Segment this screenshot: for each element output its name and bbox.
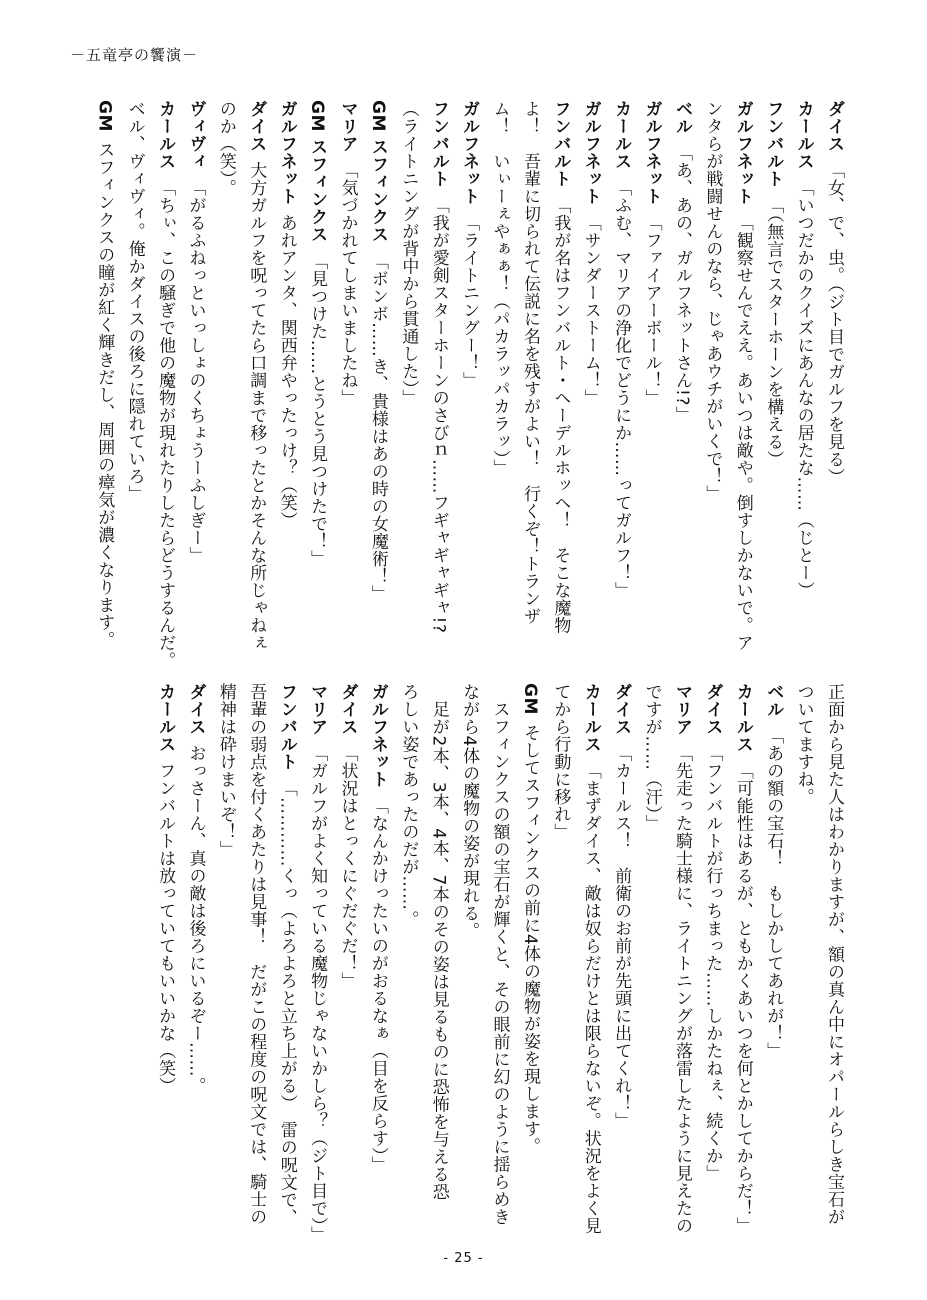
dialogue-line <box>727 100 757 660</box>
speaker-name: ガルフネット <box>641 100 662 205</box>
dialogue-text: 「見つけた……とうとう見つけたで！」 <box>307 252 328 568</box>
dialogue-text: 「我が名はフンバルト・ヘーデルホッヘ！ そこな魔物 <box>550 196 571 634</box>
dialogue-text: 「女、で、虫。（ジト目でガルフを見る） <box>824 161 844 486</box>
speaker-name: フンバルト <box>763 100 784 188</box>
dialogue-text: 「可能性はあるが、ともかくあいつを何とかしてからだ！」 <box>732 762 753 1235</box>
speaker-name: GM スフィンクス <box>307 100 328 244</box>
dialogue-text: のか（笑）。 <box>215 100 236 197</box>
dialogue-text: 「ちぃ、この騒ぎで他の魔物が現れたりしたらどうするんだ。 <box>155 179 176 669</box>
dialogue-text: そしてスフィンクスの前に4体の魔物が姿を現します。 <box>519 723 540 1156</box>
dialogue-text: 「サンダーストーム！」 <box>580 214 601 407</box>
dialogue-text: ベル、ヴィヴィ。俺かダイスの後ろに隠れていろ」 <box>124 100 145 503</box>
dialogue-text: ろしい姿であったのだが……。 <box>398 683 419 928</box>
dialogue-line <box>758 683 788 1243</box>
dialogue-line <box>393 100 423 660</box>
dialogue-text: ですが……（汗）」 <box>641 683 662 832</box>
dialogue-text: 「気づかれてしまいましたね」 <box>337 161 358 407</box>
dialogue-line <box>667 683 697 1243</box>
dialogue-line <box>788 100 818 660</box>
speaker-name: ダイス <box>702 683 723 736</box>
dialogue-text: ながら4体の魔物の姿が現れる。 <box>459 683 480 940</box>
dialogue-line <box>241 683 271 1243</box>
dialogue-line <box>636 683 666 1243</box>
speaker-name: GM スフィンクス <box>367 100 388 244</box>
dialogue-text: ンタらが戦闘せんのなら、じゃあウチがいくで！」 <box>702 100 723 503</box>
speaker-name: フンバルト <box>276 683 297 771</box>
dialogue-text: あれアンタ、関西弁やったっけ？（笑） <box>276 214 297 529</box>
dialogue-line <box>819 100 849 660</box>
dialogue-line <box>363 100 393 660</box>
dialogue-text: 「状況はとっくにぐだぐだ！」 <box>337 744 358 990</box>
dialogue-text: 「ライトニングー！」 <box>459 214 480 389</box>
speaker-name: ダイス <box>824 100 844 153</box>
speaker-name: カールス <box>611 100 632 170</box>
dialogue-text: 「我が愛剣スターホーンのさびｎ……フギャギャギャ!? <box>428 196 449 634</box>
speaker-name: GM <box>94 100 115 132</box>
dialogue-line <box>271 100 301 660</box>
dialogue-line <box>302 100 332 660</box>
dialogue-line <box>89 100 119 660</box>
dialogue-text: 「フンバルトが行っちまった……しかたねぇ、続くか」 <box>702 744 723 1182</box>
speaker-name: ガルフネット <box>732 100 753 205</box>
dialogue-line <box>393 683 423 1243</box>
speaker-name: ダイス <box>611 683 632 736</box>
dialogue-line <box>180 683 210 1243</box>
dialogue-text: 「ふむ、マリアの浄化でどうにか……ってガルフ！」 <box>611 179 632 599</box>
dialogue-line <box>667 100 697 660</box>
dialogue-text: 「…………くっ（よろよろと立ち上がる） 雷の呪文で、 <box>276 779 297 1226</box>
dialogue-text: 「ファイアーボール！」 <box>641 214 662 407</box>
dialogue-text: （ライトニングが背中から貫通した）」 <box>398 100 419 407</box>
speaker-name: ガルフネット <box>459 100 480 205</box>
dialogue-line <box>454 683 484 1243</box>
dialogue-text: 「あの額の宝石！ もしかしてあれが！」 <box>763 727 784 1060</box>
speaker-name: カールス <box>155 100 176 170</box>
dialogue-line <box>484 100 514 660</box>
dialogue-text: 「なんかけったいのがおるなぁ（目を反らす）」 <box>367 797 388 1174</box>
dialogue-line <box>697 683 727 1243</box>
dialogue-text: 「観察せんでええ。あいつは敵や。倒すしかないで。ア <box>732 214 753 652</box>
dialogue-text: 「いつだかのクイズにあんなの居たな……（じとー） <box>793 179 814 599</box>
dialogue-text: 「まずダイス、敵は奴らだけとは限らないぞ。状況をよく見 <box>580 762 601 1235</box>
top-text-block <box>89 100 849 669</box>
dialogue-line <box>515 100 545 660</box>
dialogue-text: ム！ いぃーぇやぁぁ！（パカラッパカラッ）」 <box>489 100 510 477</box>
dialogue-line <box>697 100 727 660</box>
dialogue-line <box>210 683 240 1243</box>
dialogue-line <box>210 100 240 660</box>
dialogue-line <box>788 683 818 1243</box>
speaker-name: フンバルト <box>428 100 449 188</box>
speaker-name: マリア <box>307 683 328 736</box>
speaker-name: マリア <box>671 683 692 736</box>
dialogue-line <box>302 683 332 1243</box>
dialogue-line <box>363 683 393 1243</box>
dialogue-line <box>606 100 636 660</box>
dialogue-line <box>332 100 362 660</box>
speaker-name: カールス <box>155 683 176 753</box>
dialogue-line <box>484 683 514 1243</box>
speaker-name: ダイス <box>337 683 358 736</box>
speaker-name: ベル <box>763 683 784 718</box>
dialogue-text: よ！ 吾輩に切られて伝説に名を残すがよい！ 行くぞ！トランザ <box>519 100 540 625</box>
dialogue-line <box>423 683 453 1243</box>
dialogue-line <box>150 683 180 1243</box>
dialogue-line <box>575 100 605 660</box>
dialogue-line <box>241 100 271 660</box>
dialogue-line <box>119 100 149 660</box>
dialogue-line <box>454 100 484 660</box>
dialogue-text: 足が2本、3本、4本、7本のその姿は見るものに恐怖を与える恐 <box>428 683 449 1201</box>
dialogue-text: 「ガルフがよく知っている魔物じゃないかしら？（ジト目で）」 <box>307 744 328 1244</box>
dialogue-text: 「（無言でスターホーンを構える） <box>763 196 784 468</box>
dialogue-text: スフィンクスの額の宝石が輝くと、その眼前に幻のように揺らめき <box>489 683 510 1226</box>
dialogue-line <box>150 100 180 669</box>
speaker-name: カールス <box>580 683 601 753</box>
dialogue-text: スフィンクスの瞳が紅く輝きだし、周囲の瘴気が濃くなります。 <box>94 140 115 649</box>
speaker-name: ガルフネット <box>580 100 601 205</box>
speaker-name: マリア <box>337 100 358 153</box>
dialogue-text: 「カールス！ 前衛のお前が先頭に出てくれ！」 <box>611 744 632 1130</box>
speaker-name: フンバルト <box>550 100 571 188</box>
dialogue-text: 正面から見た人はわかりますが、額の真ん中にオパールらしき宝石が <box>824 683 844 1226</box>
dialogue-line <box>819 683 849 1243</box>
dialogue-line <box>332 683 362 1243</box>
page-number: - 25 - <box>443 1251 484 1266</box>
dialogue-line <box>180 100 210 660</box>
dialogue-line <box>575 683 605 1243</box>
dialogue-text: 「先走った騎士様に、ライトニングが落雷したように見えたの <box>671 744 692 1235</box>
dialogue-text: 「ボンボ……き、貴様はあの時の女魔術！」 <box>367 252 388 603</box>
dialogue-line <box>636 100 666 660</box>
dialogue-line <box>515 683 545 1243</box>
speaker-name: GM <box>519 683 540 715</box>
speaker-name: カールス <box>732 683 753 753</box>
speaker-name: ダイス <box>246 100 267 153</box>
speaker-name: ガルフネット <box>367 683 388 788</box>
dialogue-line <box>758 100 788 660</box>
dialogue-text: 大方ガルフを呪ってたら口調まで移ったとかそんな所じゃねぇ <box>246 161 267 652</box>
running-header: －五竜亭の饗演－ <box>70 46 199 64</box>
dialogue-line <box>727 683 757 1243</box>
dialogue-line <box>545 683 575 1243</box>
dialogue-text: 吾輩の弱点を付くあたりは見事！ だがこの程度の呪文では、騎士の <box>246 683 267 1226</box>
speaker-name: ガルフネット <box>276 100 297 205</box>
speaker-name: ダイス <box>185 683 206 736</box>
speaker-name: カールス <box>793 100 814 170</box>
dialogue-text: てから行動に移れ」 <box>550 683 571 841</box>
speaker-name: ベル <box>671 100 692 135</box>
dialogue-text: おっさーん、真の敵は後ろにいるぞー……。 <box>185 744 206 1095</box>
dialogue-line <box>545 100 575 660</box>
dialogue-text: フンバルトは放っていてもいいかな（笑） <box>155 762 176 1095</box>
dialogue-text: 「がるふねっといっしょのくちょうーふしぎー」 <box>185 179 206 564</box>
dialogue-text: 「あ、あの、ガルフネットさん!?」 <box>671 144 692 424</box>
dialogue-line <box>606 683 636 1243</box>
dialogue-text: ついてますね。 <box>793 683 814 806</box>
dialogue-line <box>423 100 453 660</box>
speaker-name: ヴィヴィ <box>185 100 206 170</box>
dialogue-line <box>271 683 301 1243</box>
bottom-text-block <box>150 683 849 1243</box>
dialogue-text: 精神は砕けまいぞ！」 <box>215 683 236 858</box>
